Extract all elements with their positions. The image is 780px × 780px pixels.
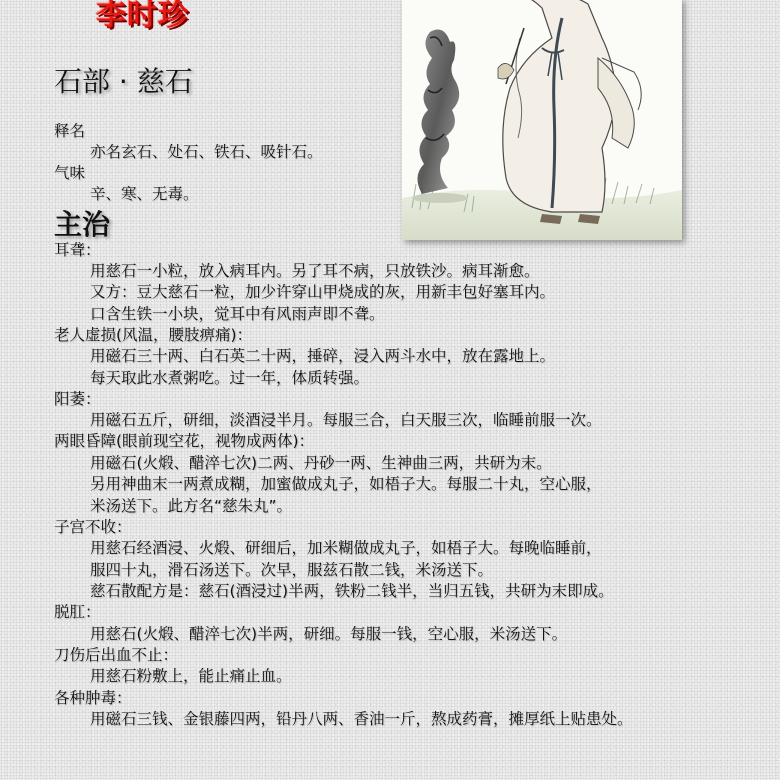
entry-label-swellings: 各种肿毒：: [54, 689, 132, 707]
entry-label-impotence: 阳萎：: [54, 390, 101, 408]
entry-label-wound-bleeding: 刀伤后出血不止：: [54, 646, 179, 664]
brand-logo: 李时珍: [96, 0, 189, 33]
entry-line: 服四十丸，滑石汤送下。次早，服兹石散二钱，米汤送下。: [90, 561, 494, 579]
name-text: 亦名玄石、处石、铁石、吸针石。: [90, 143, 323, 161]
scholar-painting-icon: [402, 0, 682, 240]
entry-line: 用慈石一小粒，放入病耳内。另了耳不病，只放铁沙。病耳渐愈。: [90, 262, 540, 280]
entry-label-elderly-weakness: 老人虚损(风温，腰肢痹痛)：: [54, 326, 253, 344]
flavor-label: 气味: [54, 164, 86, 182]
entry-line: 用慈石经酒浸、火煅、研细后，加米糊做成丸子，如梧子大。每晚临睡前，: [90, 539, 602, 557]
entry-line: 用磁石五斤，研细，淡酒浸半月。每服三合，白天服三次，临睡前服一次。: [90, 411, 602, 429]
entry-line: 用慈石粉敷上，能止痛止血。: [90, 667, 292, 685]
entry-line: 慈石散配方是：慈石(酒浸过)半两，铁粉二钱半，当归五钱，共研为末即成。: [90, 582, 614, 600]
indications-title: 主治: [54, 208, 111, 241]
entry-line: 用慈石(火煅、醋淬七次)半两，研细。每服一钱，空心服，米汤送下。: [90, 625, 568, 643]
entry-label-deafness: 耳聋：: [54, 241, 101, 259]
page-heading: 石部 · 慈石: [54, 65, 193, 98]
entry-line: 用磁石(火煅、醋淬七次)二两、丹砂一两、生神曲三两，共研为末。: [90, 454, 552, 472]
entry-line: 又方：豆大慈石一粒，加少许穿山甲烧成的灰，用新丰包好塞耳内。: [90, 283, 556, 301]
entry-line: 每天取此水煮粥吃。过一年，体质转强。: [90, 369, 370, 387]
entry-line: 用磁石三十两、白石英二十两，捶碎，浸入两斗水中，放在露地上。: [90, 347, 556, 365]
entry-label-uterine-prolapse: 子宫不收：: [54, 518, 132, 536]
scholar-illustration: [402, 0, 682, 240]
entry-line: 另用神曲末一两煮成糊，加蜜做成丸子，如梧子大。每服二十丸，空心服，: [90, 475, 602, 493]
entry-line: 口含生铁一小块，觉耳中有风雨声即不聋。: [90, 305, 385, 323]
entry-label-rectal-prolapse: 脱肛：: [54, 603, 101, 621]
entry-label-blurred-vision: 两眼昏障(眼前现空花，视物成两体)：: [54, 432, 315, 450]
name-label: 释名: [54, 122, 86, 140]
entry-line: 米汤送下。此方名“慈朱丸”。: [90, 497, 293, 515]
flavor-text: 辛、寒、无毒。: [90, 185, 199, 203]
entry-line: 用磁石三钱、金银藤四两，铅丹八两、香油一斤，熬成药膏，摊厚纸上贴患处。: [90, 710, 633, 728]
